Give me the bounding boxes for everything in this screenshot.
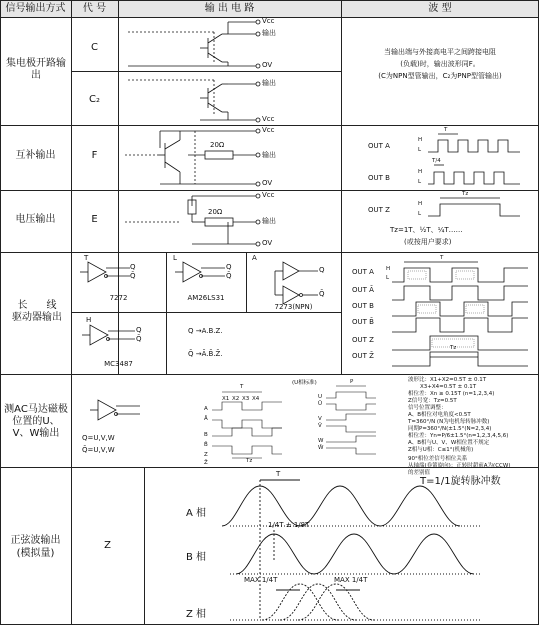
pole-note: T=360°/N (N为电机每转脉冲数) (408, 419, 490, 425)
pole-note: 信号位置调整： (408, 405, 447, 411)
pole-formula-q: Q=U,V,W (82, 434, 115, 442)
pole-uvw-u: U (318, 394, 323, 400)
header-code: 代 号 (82, 3, 107, 14)
ld-out-z: OUT Z (352, 336, 374, 344)
row-pole-name: 测AC马达磁极位置的U、V、W输出 (4, 404, 68, 439)
ld-q-4: Q (136, 326, 142, 334)
collector2-vcc: Vcc (262, 115, 275, 123)
pole-note: Z信号宽：Tz=0.5T (408, 398, 457, 404)
circuit-complementary (125, 129, 260, 186)
circuit-collector-npn (128, 20, 260, 68)
pole-mark-tz: Tz (246, 458, 253, 464)
waveform-linedriver (392, 262, 528, 366)
code-f: F (91, 150, 98, 161)
pole-seq-a: A (204, 406, 208, 412)
pole-mark-p: P (350, 379, 354, 385)
pole-note: 相位差：Yn=P/6±1.5°(n=1,2,3,4,5,6) (408, 433, 509, 439)
pole-uvw-ubar: Ū (318, 401, 323, 407)
pole-seq-bbar: B̄ (204, 442, 208, 448)
ld-chip-am26ls31: AM26LS31 (187, 294, 225, 302)
pole-seq-z: Z (204, 452, 208, 458)
comp-out: 输出 (262, 151, 276, 159)
ld-q-1: Q (130, 263, 136, 271)
pole-seq-zbar: Z̄ (204, 460, 208, 466)
fez-out-b: OUT B (368, 174, 390, 182)
pole-uvw-vbar: V̄ (318, 423, 322, 429)
sine-mark-phase: 1/4T ± 1/8T (268, 521, 310, 529)
row-collector-name: 集电极开路输出 (6, 58, 66, 81)
ld-l: L (386, 275, 390, 281)
volt-vcc: Vcc (262, 191, 275, 199)
fez-l-z: L (418, 211, 422, 217)
collector-vcc: Vcc (262, 17, 275, 25)
code-c2: C₂ (89, 94, 100, 105)
pole-note: A、B相位对电角度<0.5T (408, 412, 471, 418)
circuit-pole (90, 400, 140, 420)
code-c: C (91, 42, 98, 53)
pole-x2: X2 (232, 396, 240, 402)
pole-note: X3+X4=0.5T ± 0.1T (420, 384, 477, 390)
sine-mark-t: T (276, 470, 281, 478)
row-sine-name: 正弦波输出 (模拟量) (10, 535, 61, 559)
ld-qbar-4: Q̄ (136, 335, 142, 343)
pole-uvw-wbar: W̄ (318, 445, 324, 451)
ld-mark-t: T (440, 255, 444, 261)
ld-qbar-1: Q̄ (130, 272, 136, 280)
pole-note: A、B相与U、V、W相位置不规定 (408, 440, 490, 446)
ld-h: H (386, 266, 391, 272)
header-waveform: 波 型 (428, 3, 452, 14)
sine-phase-z: Z 相 (186, 609, 207, 620)
ld-out-a: OUT A (352, 268, 374, 276)
header-circuit: 输 出 电 路 (204, 3, 255, 14)
fez-h-z: H (418, 201, 423, 207)
volt-ov: OV (262, 239, 273, 247)
pole-seq-b: B (204, 432, 208, 438)
pole-note: 波形比：X1+X2=0.5T ± 0.1T (408, 377, 487, 383)
ld-formula-q: Q →A.B.Z. (188, 327, 223, 335)
ld-out-zbar: OUT Z̄ (352, 352, 374, 360)
waveform-pole-uvw (326, 386, 376, 454)
pole-x4: X4 (252, 396, 260, 402)
pole-note: 90°相位差信号相位关系 (408, 456, 468, 462)
pole-note: 从轴端(卷簧旋向)：正转时超前A为(CCW) (408, 463, 511, 469)
sine-phase-b: B 相 (186, 552, 207, 563)
pole-note: Z相与U相：C≤1°(机械角) (408, 447, 474, 453)
ld-q-3: Q (319, 266, 325, 274)
header-mode: 信号输出方式 (5, 3, 66, 14)
pole-note: 同期P=360°/N(±1.5°(N=2,3,4) (408, 426, 492, 432)
ld-pin-a: A (252, 254, 257, 262)
ld-qbar-2: Q̄ (226, 272, 232, 280)
waveform-sine (222, 480, 480, 620)
pole-mark-t: T (240, 384, 244, 390)
volt-out: 输出 (262, 217, 276, 225)
pole-notes (408, 377, 536, 477)
ld-pin-h: H (86, 316, 92, 324)
collector-ov: OV (262, 61, 273, 69)
sine-phase-a: A 相 (186, 508, 207, 519)
collector-out: 输出 (262, 29, 276, 37)
volt-r: 20Ω (208, 208, 223, 216)
ld-out-b: OUT B (352, 302, 374, 310)
row-linedriver-name: 长 线 驱动器输出 (12, 300, 62, 323)
pole-x1: X1 (222, 396, 230, 402)
pole-uvw-v: V (318, 416, 322, 422)
fez-tz-note: (或按用户要求) (404, 238, 452, 246)
pole-x3: X3 (242, 396, 250, 402)
sine-mark-max-left: MAX 1/4T (244, 576, 278, 584)
sine-title: T=1/1旋转脉冲数 (420, 476, 501, 487)
ld-qbar-3: Q̄ (319, 290, 325, 298)
fez-mark-tz: Tz (462, 191, 469, 197)
pole-uvw-w: W (318, 438, 324, 444)
fez-out-a: OUT A (368, 142, 390, 150)
code-e: E (91, 214, 98, 225)
pole-seq-abar: Ā (204, 416, 208, 422)
comp-vcc: Vcc (262, 126, 275, 134)
ld-q-2: Q (226, 263, 232, 271)
collector2-out: 输出 (262, 79, 276, 87)
collector-desc-1: 当输出端与外接高电平之间跨接电阻 (384, 48, 496, 56)
collector-desc-2: (负载)时，输出波形同F。 (400, 60, 480, 68)
collector-desc-3: (C为NPN型管输出，C₂为PNP型管输出) (378, 72, 502, 80)
circuit-collector-pnp (128, 80, 260, 122)
ld-formula-qbar: Q̄ →Ā.B̄.Z̄. (188, 350, 223, 358)
ld-pin-l: L (173, 254, 177, 262)
sine-mark-max-right: MAX 1/4T (334, 576, 368, 584)
comp-r: 20Ω (210, 141, 225, 149)
fez-tz-formula: Tz=1T、½T、¼T…… (390, 226, 463, 234)
fez-out-z: OUT Z (368, 206, 390, 214)
fez-h-b: H (418, 169, 423, 175)
fez-h-a: H (418, 137, 423, 143)
ld-chip-7273: 7273(NPN) (274, 303, 313, 311)
row-complementary-name: 互补输出 (15, 150, 56, 161)
pole-formula-qbar: Q̄=U,V,W (82, 446, 115, 454)
fez-mark-t: T (444, 127, 448, 133)
code-z: Z (104, 540, 111, 551)
ld-out-abar: OUT Ā (352, 286, 374, 294)
waveform-fez (428, 134, 520, 216)
pole-note: 相位差：Xn ≥ 0.15T (n=1,2,3,4) (408, 391, 495, 397)
fez-mark-t4: T/4 (432, 158, 441, 164)
fez-l-b: L (418, 179, 422, 185)
pole-u-note: (U相标准) (292, 380, 317, 386)
ld-out-bbar: OUT B̄ (352, 318, 374, 326)
ld-chip-7272: 7272 (109, 294, 128, 302)
ld-mark-tz: Tz (450, 345, 457, 351)
ld-chip-mc3487: MC3487 (104, 360, 133, 368)
fez-l-a: L (418, 147, 422, 153)
ld-pin-t: T (84, 254, 89, 262)
pole-note: 的差别值 (408, 470, 431, 476)
comp-ov: OV (262, 179, 273, 187)
circuit-voltage (125, 194, 260, 246)
row-voltage-name: 电压输出 (15, 214, 56, 225)
